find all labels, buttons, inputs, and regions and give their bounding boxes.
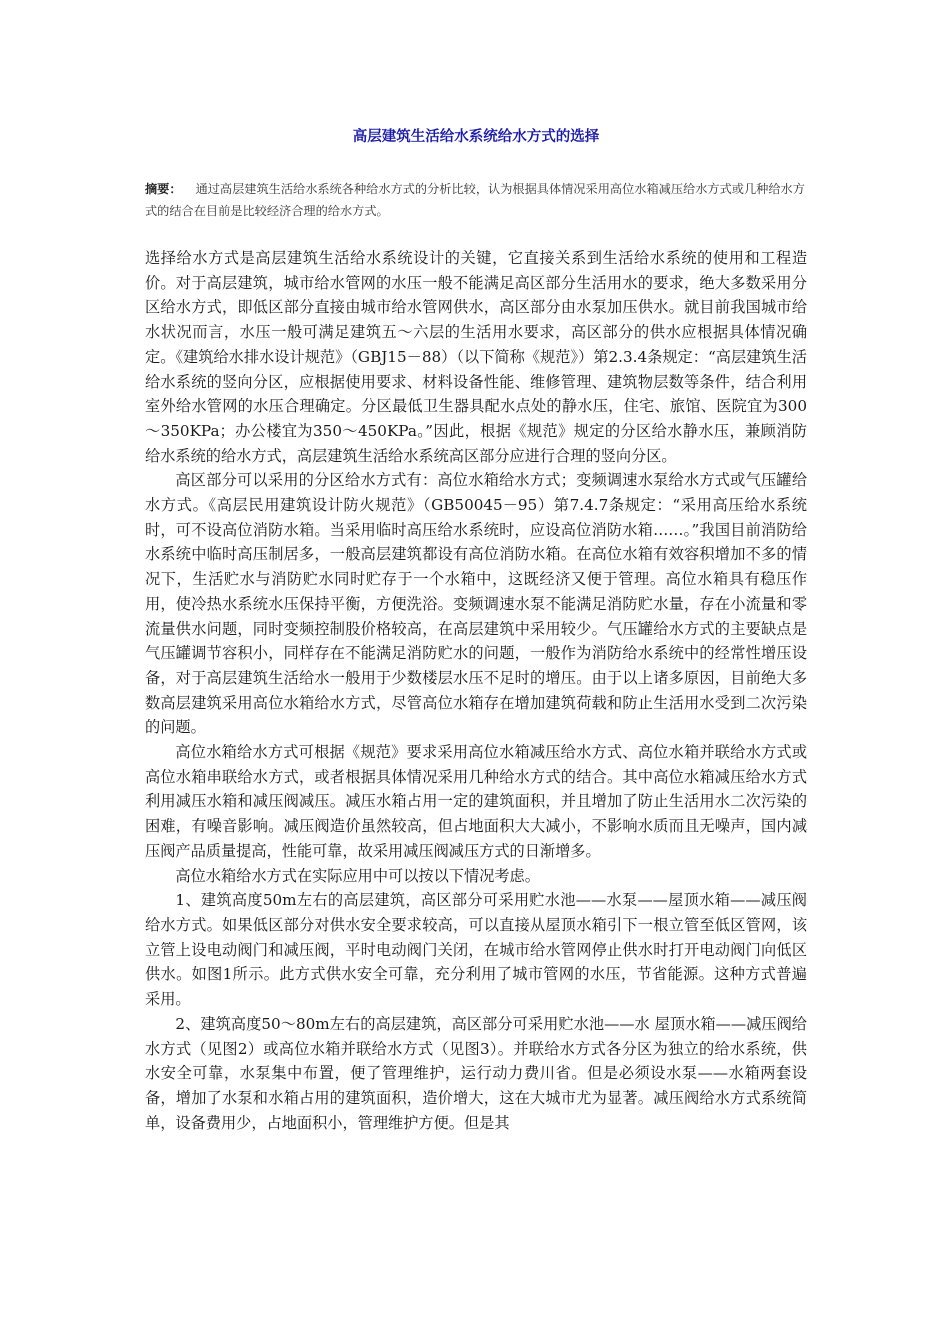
document-body: [145, 246, 807, 1135]
abstract-text: 通过高层建筑生活给水系统各种给水方式的分析比较，认为根据具体情况采用高位水箱减压给水方式或几种给水方式的结合在目前是比较经济合理的给水方式。: [145, 182, 805, 218]
paragraph-1: 选择给水方式是高层建筑生活给水系统设计的关键，它直接关系到生活给水系统的使用和工程造价。对于高层建筑，城市给水管网的水压一般不能满足高区部分生活用水的要求，绝大多数采用分区给水方式，即低区部分直接由城市给水管网供水，高区部分由水泵加压供水。就目前我国城市给水状况而言，水压一般可满足建筑五～六层的生活用水要求，高区部分的供水应根据具体情况确定。《建筑给水排水设计规范》（GBJ15－88）（以下简称《规范》）第2.3.4条规定：“高层建筑生活给水系统的竖向分区，应根据使用要求、材料设备性能、维修管理、建筑物层数等条件，结合利用室外给水管网的水压合理确定。分区最低卫生器具配水点处的静水压，住宅、旅馆、医院宜为300～350KPa；办公楼宜为350～450KPa。”因此，根据《规范》规定的分区给水静水压，兼顾消防给水系统的给水方式，高层建筑生活给水系统高区部分应进行合理的竖向分区。: [145, 249, 807, 465]
abstract-label: 摘要：: [145, 182, 182, 196]
document-title: 高层建筑生活给水系统给水方式的选择: [352, 129, 600, 145]
paragraph-3: 高位水箱给水方式可根据《规范》要求采用高位水箱减压给水方式、高位水箱并联给水方式或高位水箱串联给水方式，或者根据具体情况采用几种给水方式的结合。其中高位水箱减压给水方式利用减压水箱和减压阀减压。减压水箱占用一定的建筑面积，并且增加了防止生活用水二次污染的困难，有噪音影响。减压阀造价虽然较高，但占地面积大大减小，不影响水质而且无噪声，国内减压阀产品质量提高，性能可靠，故采用减压阀减压方式的日渐增多。: [145, 743, 807, 860]
paragraph-5: 1、建筑高度50m左右的高层建筑，高区部分可采用贮水池——水泵——屋顶水箱——减压阀给水方式。如果低区部分对供水安全要求较高，可以直接从屋顶水箱引下一根立管至低区管网，该立管上设电动阀门和减压阀，平时电动阀门关闭，在城市给水管网停止供水时打开电动阀门向低区供水。如图1所示。此方式供水安全可靠，充分利用了城市管网的水压，节省能源。这种方式普遍采用。: [145, 891, 807, 1009]
paragraph-2: 高区部分可以采用的分区给水方式有：高位水箱给水方式；变频调速水泵给水方式或气压罐给水方式。《高层民用建筑设计防火规范》（GB50045－95）第7.4.7条规定：“采用高压给水系统时，可不设高位消防水箱。当采用临时高压给水系统时，应设高位消防水箱……。”我国目前消防给水系统中临时高压制居多，一般高层建筑都设有高位消防水箱。在高位水箱有效容积增加不多的情况下，生活贮水与消防贮水同时贮存于一个水箱中，这既经济又便于管理。高位水箱具有稳压作用，使冷热水系统水压保持平衡，方便洗浴。变频调速水泵不能满足消防贮水量，存在小流量和零流量供水问题，同时变频控制股价格较高，在高层建筑中采用较少。气压罐给水方式的主要缺点是气压罐调节容积小，同样存在不能满足消防贮水的问题，一般作为消防给水系统中的经常性增压设备，对于高层建筑生活给水一般用于少数楼层水压不足时的增压。由于以上诸多原因，目前绝大多数高层建筑采用高位水箱给水方式，尽管高位水箱存在增加建筑荷载和防止生活用水受到二次污染的问题。: [145, 471, 807, 737]
paragraph-4: 高位水箱给水方式在实际应用中可以按以下情况考虑。: [175, 866, 540, 885]
abstract: [145, 178, 807, 222]
paragraph-6: 2、建筑高度50～80m左右的高层建筑，高区部分可采用贮水池——水 屋顶水箱——减压阀给水方式（见图2）或高位水箱并联给水方式（见图3）。并联给水方式各分区为独立的给水系统，供水安全可靠，水泵集中布置，便了管理维护，运行动力费川省。但是必须设水泵——水箱两套设备，增加了水泵和水箱占用的建筑面积，造价增大，这在大城市尤为显著。减压阀给水方式系统简单，设备费用少，占地面积小，管理维护方便。但是其: [145, 1014, 807, 1132]
